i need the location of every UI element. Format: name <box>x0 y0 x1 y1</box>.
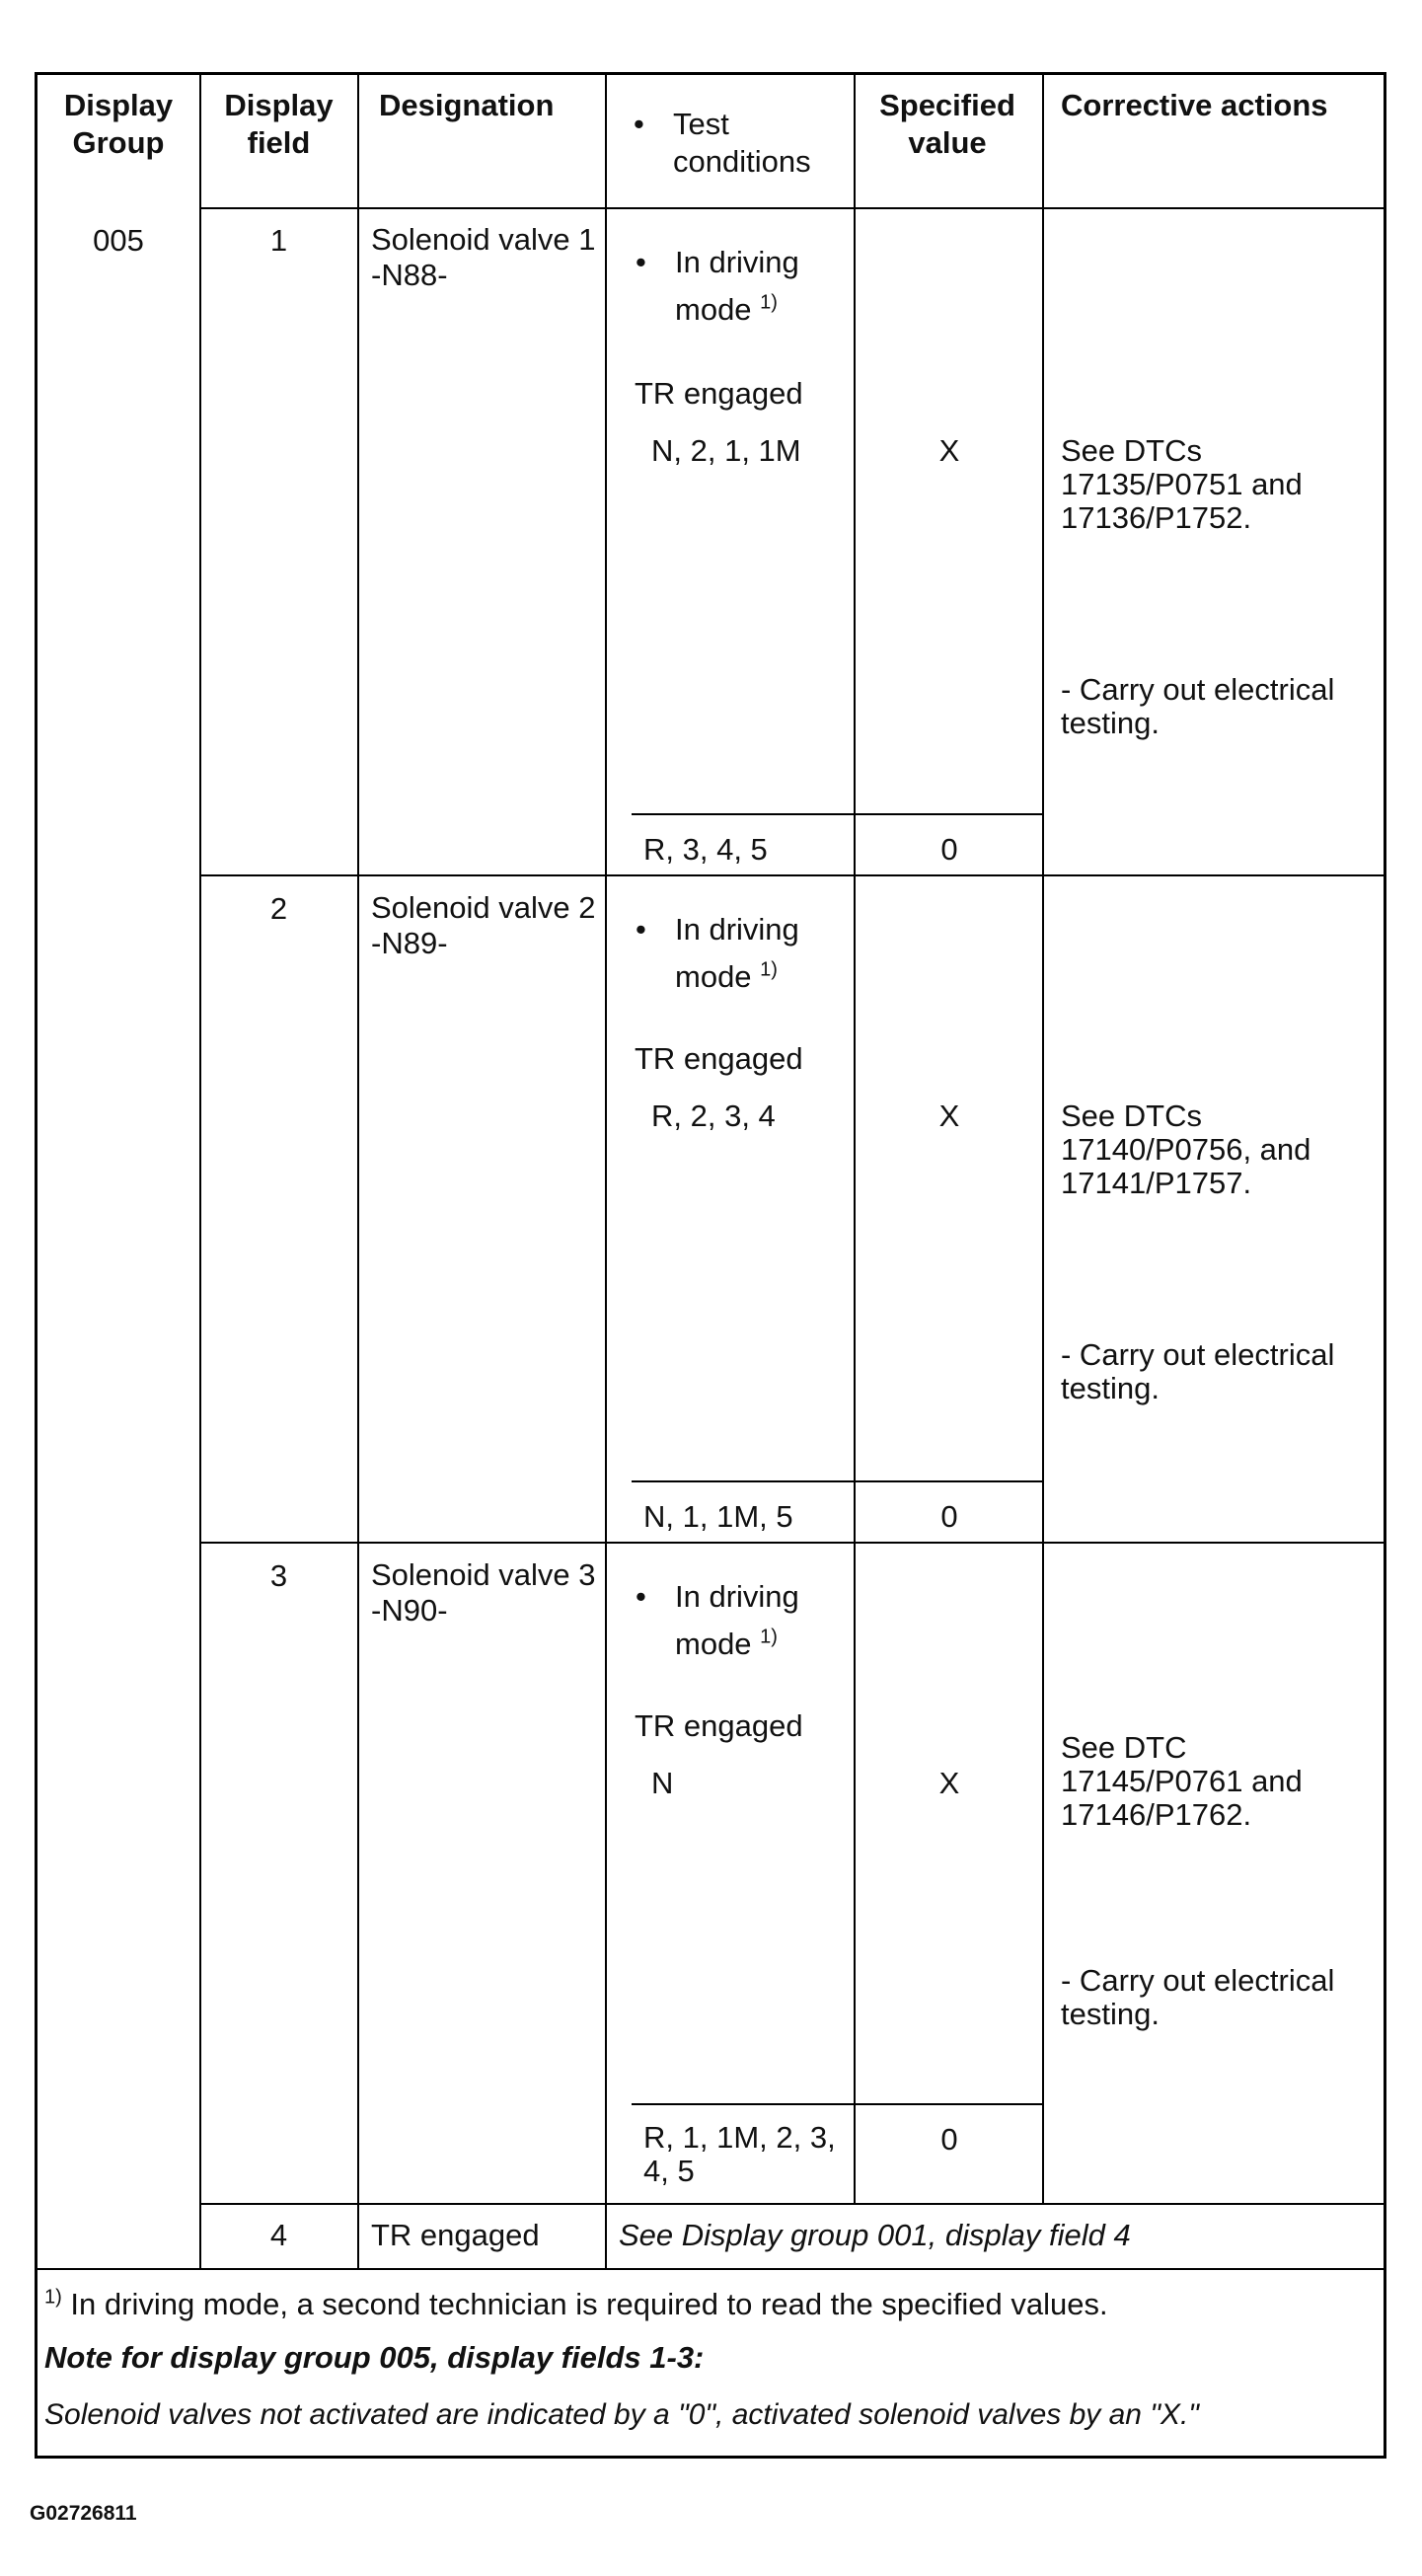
action-dtc-3: See DTC 17145/P0761 and 17146/P1762. <box>1061 1730 1303 1832</box>
header-display-group: Display Group <box>63 88 174 160</box>
positions-x-3: N <box>651 1766 674 1800</box>
condition-3-text: In driving mode <box>675 1579 799 1661</box>
value-0-3: 0 <box>940 2122 958 2157</box>
condition-3 <box>675 1573 823 1668</box>
col-divider-5 <box>1042 72 1044 2203</box>
positions-0-3: R, 1, 1M, 2, 3, 4, 5 <box>643 2120 836 2188</box>
display-field-4: 4 <box>269 2218 288 2252</box>
condition-2 <box>675 906 823 1001</box>
footnote <box>44 2286 1108 2323</box>
tr-engaged-2: TR engaged <box>635 1041 803 1076</box>
action-dtc-1: See DTCs 17135/P0751 and 17136/P1752. <box>1061 433 1303 535</box>
sub-divider-2 <box>632 1480 1043 1482</box>
col-divider-3 <box>605 72 607 2269</box>
footnote-ref-3: 1) <box>760 1626 778 1648</box>
display-field-2: 2 <box>269 891 288 926</box>
condition-2-text: In driving mode <box>675 912 799 994</box>
action-dtc-2: See DTCs 17140/P0756, and 17141/P1757. <box>1061 1099 1311 1200</box>
table-border-bottom <box>35 2456 1386 2459</box>
value-x-1: X <box>938 433 960 468</box>
note-text: Solenoid valves not activated are indicated by a "0", activated solenoid valves by an "X." <box>44 2398 1199 2431</box>
footnote-mark: 1) <box>44 2286 62 2309</box>
positions-0-1: R, 3, 4, 5 <box>643 832 768 867</box>
sub-divider-3 <box>632 2103 1043 2105</box>
row-divider-1 <box>199 874 1385 876</box>
value-0-1: 0 <box>940 832 958 867</box>
figure-id: G02726811 <box>30 2502 137 2525</box>
header-specified-value: Specified value <box>879 88 1015 160</box>
action-test-2: - Carry out electrical testing. <box>1061 1337 1335 1405</box>
table-border-top <box>35 72 1386 75</box>
value-x-2: X <box>938 1099 960 1133</box>
footnote-ref-1: 1) <box>760 291 778 314</box>
tr-engaged-3: TR engaged <box>635 1708 803 1743</box>
designation-1: Solenoid valve 1 -N88- <box>371 222 596 292</box>
positions-x-2: R, 2, 3, 4 <box>651 1099 776 1133</box>
value-x-3: X <box>938 1766 960 1800</box>
header-display-field: Display field <box>224 88 334 160</box>
condition-1-text: In driving mode <box>675 245 799 327</box>
display-field-1: 1 <box>269 223 288 258</box>
table-border-right <box>1384 72 1386 2459</box>
header-divider <box>199 207 1385 209</box>
header-corrective-actions: Corrective actions <box>1061 88 1328 122</box>
col-divider-4 <box>854 72 856 2203</box>
table-border-left <box>35 72 37 2459</box>
condition-1 <box>675 239 823 334</box>
footer-divider <box>35 2268 1386 2270</box>
row-divider-2 <box>199 1542 1385 1544</box>
note-title: Note for display group 005, display fields 1-3: <box>44 2340 705 2375</box>
header-designation: Designation <box>379 88 555 122</box>
row4-note: See Display group 001, display field 4 <box>619 2218 1131 2252</box>
tr-engaged-1: TR engaged <box>635 376 803 411</box>
header-test-conditions: • Test conditions <box>673 106 841 181</box>
value-0-2: 0 <box>940 1499 958 1534</box>
action-test-1: - Carry out electrical testing. <box>1061 672 1335 740</box>
sub-divider-1 <box>632 813 1043 815</box>
positions-0-2: N, 1, 1M, 5 <box>643 1499 793 1534</box>
col-divider-2 <box>357 72 359 2269</box>
action-test-3: - Carry out electrical testing. <box>1061 1963 1335 2031</box>
display-group-number: 005 <box>93 223 144 258</box>
designation-4: TR engaged <box>371 2218 540 2252</box>
display-field-3: 3 <box>269 1558 288 1593</box>
designation-3: Solenoid valve 3 -N90- <box>371 1557 596 1628</box>
footnote-ref-2: 1) <box>760 958 778 981</box>
row-divider-3 <box>199 2203 1385 2205</box>
footnote-text: In driving mode, a second technician is required to read the specified values. <box>61 2287 1108 2321</box>
positions-x-1: N, 2, 1, 1M <box>651 433 801 468</box>
designation-2: Solenoid valve 2 -N89- <box>371 890 596 960</box>
col-divider-1 <box>199 72 201 2269</box>
